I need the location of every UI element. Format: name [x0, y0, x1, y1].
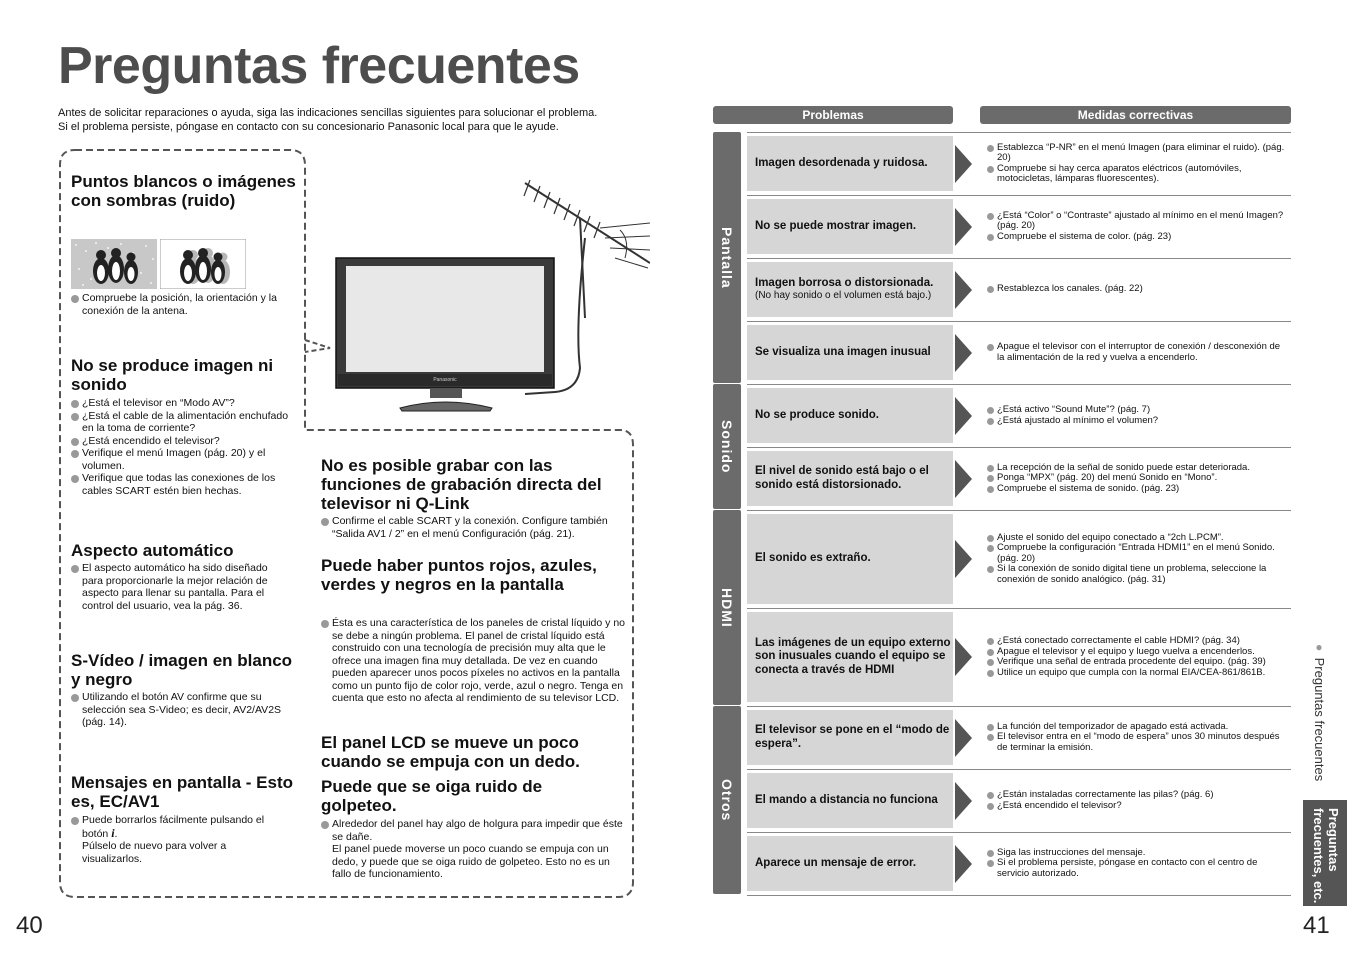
- arrow-right-icon: [955, 638, 972, 676]
- side-label: ● Preguntas frecuentes: [1312, 640, 1327, 782]
- arrow-right-icon: [955, 540, 972, 578]
- row-divider: [747, 258, 1291, 259]
- solution-cell: [987, 260, 1287, 319]
- panel-bullets: [321, 818, 626, 881]
- arrow-right-icon: [955, 719, 972, 757]
- page-number-left: 40: [16, 912, 43, 939]
- bullet-item: Ésta es una característica de los paneles de cristal líquido y no se debe a ningún problema. El panel de cristal líquido está construido con una tecnología de precisión muy alta que le ofrece una imagen fina muy detallada. De vez en cuando pueden aparecer unos pocos píxeles no activos en la pantalla como un punto fijo de color rojo, verde, azul o negro. Tenga en cuenta que esto no afecta al rendimiento de su televisor LCD.: [321, 617, 626, 705]
- arrow-right-icon: [955, 208, 972, 246]
- solution-item: La recepción de la señal de sonido puede estar deteriorada.: [987, 463, 1287, 474]
- page-number-right: 41: [1303, 912, 1330, 939]
- solution-item: El televisor entra en el “modo de espera” unos 30 minutos después de terminar la emisión.: [987, 732, 1287, 753]
- problem-cell: [747, 325, 953, 380]
- bullet-item: Verifique el menú Imagen (pág. 20) y el volumen.: [71, 447, 293, 472]
- row-divider: [747, 321, 1291, 322]
- arrow-right-icon: [955, 460, 972, 498]
- category-bar-hdmi: [713, 510, 741, 705]
- side-tab-line-1: Preguntas: [1326, 808, 1341, 872]
- mensajes-bullets: [71, 814, 286, 865]
- problem-text: No se produce sonido.: [755, 408, 879, 421]
- heading-no-imagen: No se produce imagen ni sonido: [71, 356, 274, 394]
- intro-text: Antes de solicitar reparaciones o ayuda, siga las indicaciones sencillas siguientes para solucionar el problema. Si el problema persiste, póngase en contacto con su concesionario Panasonic local para que le ayude.: [58, 107, 598, 133]
- problem-cell: [747, 199, 953, 254]
- problem-text: No se puede mostrar imagen.: [755, 219, 917, 232]
- problem-cell: [747, 710, 953, 765]
- info-icon: i: [111, 825, 115, 840]
- solution-item: Siga las instrucciones del mensaje.: [987, 848, 1287, 859]
- category-label: Otros: [719, 778, 735, 822]
- grabar-bullets: [321, 515, 626, 540]
- problem-text: El nivel de sonido está bajo o el sonido está distorsionado.: [755, 465, 929, 491]
- problem-cell: [747, 136, 953, 191]
- problem-cell: [747, 451, 953, 506]
- row-divider: [747, 769, 1291, 770]
- bullet-item: ¿Está el cable de la alimentación enchufado en la toma de corriente?: [71, 410, 293, 435]
- heading-golpeteo: Puede que se oiga ruido de golpeteo.: [321, 777, 543, 815]
- category-label: HDMI: [719, 587, 735, 628]
- bullet-item: Puede borrarlos fácilmente pulsando el botón i.: [71, 814, 286, 840]
- problem-text: El sonido es extraño.: [755, 552, 871, 565]
- arrow-right-icon: [955, 397, 972, 435]
- noisy-image-thumbnail: [71, 239, 157, 289]
- tv-antenna-illustration: [330, 178, 650, 414]
- arrow-right-icon: [955, 334, 972, 372]
- row-divider: [747, 447, 1291, 448]
- problem-text: El mando a distancia no funciona: [755, 793, 938, 806]
- bullet-item: Utilizando el botón AV confirme que su selección sea S-Video; es decir, AV2/AV2S (pág. 14).: [71, 691, 286, 729]
- solution-item: Ponga “MPX” (pág. 20) del menú Sonido en “Mono”.: [987, 473, 1287, 484]
- arrow-right-icon: [955, 271, 972, 309]
- heading-svideo: S-Vídeo / imagen en blanco y negro: [71, 651, 293, 689]
- side-tab-line-2: frecuentes, etc.: [1311, 808, 1326, 904]
- solution-cell: [987, 386, 1287, 445]
- solution-item: Compruebe el sistema de color. (pág. 23): [987, 232, 1287, 243]
- problem-subtext: (No hay sonido o el volumen está bajo.): [755, 290, 932, 302]
- row-divider: [747, 384, 1291, 385]
- solution-cell: [987, 708, 1287, 767]
- row-divider: [747, 132, 1291, 133]
- solution-item: Apague el televisor y el equipo y luego vuelva a encenderlos.: [987, 647, 1287, 658]
- solution-item: ¿Están instaladas correctamente las pilas? (pág. 6): [987, 790, 1287, 801]
- heading-puntos: Puede haber puntos rojos, azules, verdes y negros en la pantalla: [321, 556, 597, 594]
- problem-text: Aparece un mensaje de error.: [755, 856, 917, 869]
- svideo-bullets: [71, 691, 286, 729]
- category-label: Sonido: [719, 419, 735, 474]
- solution-item: Compruebe el sistema de sonido. (pág. 23): [987, 484, 1287, 495]
- page-title: Preguntas frecuentes: [58, 37, 580, 95]
- solution-item: Verifique una señal de entrada procedente del equipo. (pág. 39): [987, 657, 1287, 668]
- bullet-dot-icon: ●: [1312, 640, 1326, 654]
- category-bar-pantalla: [713, 132, 741, 383]
- solution-item: Apague el televisor con el interruptor de conexión / desconexión de la alimentación de la red y vuelva a encenderlo.: [987, 342, 1287, 363]
- solution-cell: [987, 134, 1287, 193]
- problem-text: Las imágenes de un equipo externo son inusuales cuando el equipo se conecta a través de HDMI: [755, 636, 951, 676]
- side-tab: [1303, 800, 1347, 906]
- category-bar-sonido: [713, 384, 741, 509]
- header-problems: Problemas: [713, 106, 953, 124]
- category-bar-otros: [713, 706, 741, 894]
- solution-item: ¿Está ajustado al mínimo el volumen?: [987, 416, 1287, 427]
- heading-ruido: Puntos blancos o imágenes con sombras (ruido): [71, 172, 296, 210]
- tv-brand-label: Panasonic: [433, 377, 457, 383]
- mensajes-extra: Púlselo de nuevo para volver a visualizarlos.: [82, 840, 227, 865]
- solution-cell: [987, 610, 1287, 704]
- solution-item: La función del temporizador de apagado está activada.: [987, 722, 1287, 733]
- heading-grabar: No es posible grabar con las funciones de grabación directa del televisor ni Q-Link: [321, 456, 602, 513]
- solution-cell: [987, 323, 1287, 382]
- row-divider: [747, 895, 1291, 896]
- ghost-image-thumbnail: [160, 239, 246, 289]
- ruido-bullets: [71, 292, 291, 317]
- bullet-item: Confirme el cable SCART y la conexión. Configure también “Salida AV1 / 2” en el menú Configuración (pág. 21).: [321, 515, 626, 540]
- problem-text: Imagen borrosa o distorsionada.: [755, 276, 934, 289]
- row-divider: [747, 195, 1291, 196]
- problem-cell: [747, 388, 953, 443]
- heading-mensajes: Mensajes en pantalla - Esto es, EC/AV1: [71, 773, 294, 811]
- panel-extra: El panel puede moverse un poco cuando se empuja con un dedo, y puede que se oiga ruido de golpeteo. Esto no es un fallo de funcionamiento.: [332, 843, 610, 880]
- problem-cell: [747, 612, 953, 702]
- bullet-item: El aspecto automático ha sido diseñado para proporcionarle la mejor relación de aspecto para llenar su pantalla. Para el control del usuario, vea la pág. 36.: [71, 562, 289, 612]
- solution-item: ¿Está conectado correctamente el cable HDMI? (pág. 34): [987, 636, 1287, 647]
- solution-item: Si la conexión de sonido digital tiene un problema, seleccione la conexión de sonido analógico. (pág. 31): [987, 564, 1287, 585]
- arrow-right-icon: [955, 145, 972, 183]
- bullet-item: Alrededor del panel hay algo de holgura para impedir que éste se dañe.: [321, 818, 626, 843]
- arrow-right-icon: [955, 845, 972, 883]
- problem-cell: [747, 514, 953, 604]
- solution-item: Ajuste el sonido del equipo conectado a “2ch L.PCM”.: [987, 533, 1287, 544]
- solution-item: Establezca “P-NR” en el menú Imagen (para eliminar el ruido). (pág. 20): [987, 143, 1287, 164]
- bullet-item: Verifique que todas las conexiones de los cables SCART estén bien hechas.: [71, 472, 293, 497]
- solution-cell: [987, 771, 1287, 830]
- solution-item: Si el problema persiste, póngase en contacto con el centro de servicio autorizado.: [987, 858, 1287, 879]
- problem-cell: [747, 836, 953, 891]
- category-label: Pantalla: [719, 226, 735, 289]
- row-divider: [747, 706, 1291, 707]
- arrow-right-icon: [955, 782, 972, 820]
- solution-item: ¿Está encendido el televisor?: [987, 801, 1287, 812]
- problem-text: Se visualiza una imagen inusual: [755, 345, 931, 358]
- problem-cell: [747, 262, 953, 317]
- heading-panel: El panel LCD se mueve un poco cuando se empuja con un dedo.: [321, 733, 580, 771]
- solution-cell: [987, 834, 1287, 893]
- aspecto-bullets: [71, 562, 289, 612]
- problem-text: El televisor se pone en el “modo de espera”.: [755, 724, 950, 750]
- solution-item: ¿Está “Color” o “Contraste” ajustado al mínimo en el menú Imagen? (pág. 20): [987, 211, 1287, 232]
- solution-item: Compruebe la configuración “Entrada HDMI1” en el menú Sonido. (pág. 20): [987, 543, 1287, 564]
- solution-cell: [987, 512, 1287, 606]
- problem-cell: [747, 773, 953, 828]
- puntos-bullets: [321, 617, 626, 705]
- solution-item: ¿Está activo “Sound Mute”? (pág. 7): [987, 405, 1287, 416]
- bullet-item: ¿Está el televisor en “Modo AV”?: [71, 397, 293, 410]
- row-divider: [747, 608, 1291, 609]
- solution-cell: [987, 197, 1287, 256]
- bullet-item: Compruebe la posición, la orientación y la conexión de la antena.: [71, 292, 291, 317]
- row-divider: [747, 510, 1291, 511]
- row-divider: [747, 832, 1291, 833]
- bullet-item: ¿Está encendido el televisor?: [71, 435, 293, 448]
- solution-item: Restablezca los canales. (pág. 22): [987, 284, 1287, 295]
- no-imagen-bullets: [71, 397, 293, 497]
- solution-cell: [987, 449, 1287, 508]
- problem-text: Imagen desordenada y ruidosa.: [755, 156, 928, 169]
- solution-item: Utilice un equipo que cumpla con la normal EIA/CEA-861/861B.: [987, 668, 1287, 679]
- header-solutions: Medidas correctivas: [980, 106, 1291, 124]
- solution-item: Compruebe si hay cerca aparatos eléctricos (automóviles, motocicletas, lámparas fluorescentes).: [987, 164, 1287, 185]
- heading-aspecto: Aspecto automático: [71, 541, 234, 560]
